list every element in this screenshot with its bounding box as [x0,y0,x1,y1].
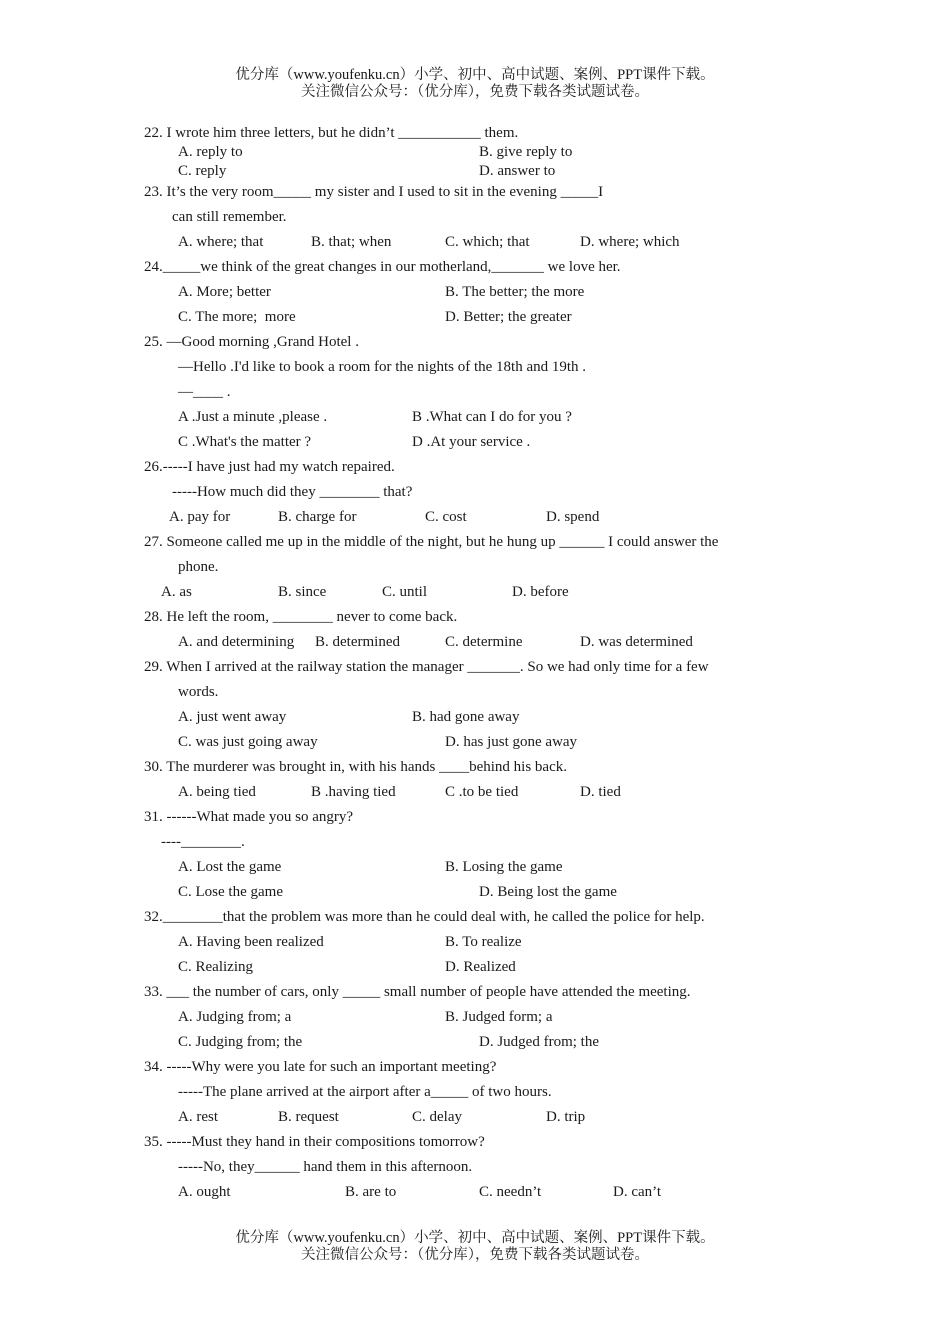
question-25-line-3: —____ . [178,384,231,400]
question-33-option-b: B. Judged form; a [445,1009,553,1025]
question-27-option-b: B. since [278,584,327,600]
question-23-option-b: B. that; when [311,234,392,250]
question-32-option-b: B. To realize [445,934,522,950]
question-25-line-2: —Hello .I'd like to book a room for the nights of the 18th and 19th . [178,359,587,375]
question-30-option-c: C .to be tied [445,784,519,800]
question-34-option-d: D. trip [546,1109,586,1125]
question-34-option-a: A. rest [178,1109,218,1125]
question-23-stem-cont: can still remember. [172,209,287,225]
question-32-option-c: C. Realizing [178,959,253,975]
page-footer [0,1230,950,1264]
question-34-line-2: -----The plane arrived at the airport after a_____ of two hours. [178,1084,552,1100]
question-30-option-b: B .having tied [311,784,396,800]
question-29-option-a: A. just went away [178,709,287,725]
question-30-stem: 30. The murderer was brought in, with his hands ____behind his back. [144,759,567,775]
question-23-option-d: D. where; which [580,234,680,250]
page-header [0,67,950,101]
question-26-line-2: -----How much did they ________ that? [172,484,413,500]
question-31-stem: 31. ------What made you so angry? [144,809,354,825]
question-27-option-a: A. as [161,584,192,600]
question-24-option-d: D. Better; the greater [445,309,572,325]
question-33-option-a: A. Judging from; a [178,1009,292,1025]
question-33-stem: 33. ___ the number of cars, only _____ small number of people have attended the meeting. [144,984,691,1000]
question-24-stem: 24._____we think of the great changes in our motherland,_______ we love her. [144,259,621,275]
question-35-option-c: C. needn’t [479,1184,542,1200]
footer-line-2: 关注微信公众号：（优分库），免费下载各类试题试卷。 [301,1247,649,1263]
header-line-2: 关注微信公众号：（优分库），免费下载各类试题试卷。 [301,84,649,100]
question-26-option-c: C. cost [425,509,467,525]
question-34-option-c: C. delay [412,1109,462,1125]
question-25-option-b: B .What can I do for you ? [412,409,572,425]
question-26-option-a: A. pay for [169,509,231,525]
question-35-option-d: D. can’t [613,1184,662,1200]
question-29-option-b: B. had gone away [412,709,520,725]
question-26-option-d: D. spend [546,509,600,525]
question-35-line-2: -----No, they______ hand them in this afternoon. [178,1159,473,1175]
question-33-option-c: C. Judging from; the [178,1034,303,1050]
question-24-option-a: A. More; better [178,284,271,300]
question-22-stem: 22. I wrote him three letters, but he didn’t ___________ them. [144,125,519,141]
question-28-stem: 28. He left the room, ________ never to come back. [144,609,458,625]
question-25-option-a: A .Just a minute ,please . [178,409,328,425]
question-27-option-c: C. until [382,584,428,600]
footer-line-1: 优分库（www.youfenku.cn）小学、初中、高中试题、案例、PPT课件下载。 [235,1230,715,1246]
question-31-option-d: D. Being lost the game [479,884,617,900]
question-27-stem: 27. Someone called me up in the middle of the night, but he hung up ______ I could answer the [144,534,719,550]
question-26-stem: 26.-----I have just had my watch repaired. [144,459,395,475]
question-30-option-d: D. tied [580,784,621,800]
question-22-option-d: D. answer to [479,163,556,179]
question-31-option-c: C. Lose the game [178,884,283,900]
question-32-option-d: D. Realized [445,959,516,975]
question-22-option-c: C. reply [178,163,227,179]
question-31-option-a: A. Lost the game [178,859,282,875]
question-33-option-d: D. Judged from; the [479,1034,599,1050]
question-25-option-c: C .What's the matter ? [178,434,312,450]
question-29-option-c: C. was just going away [178,734,318,750]
question-25-option-d: D .At your service . [412,434,531,450]
question-32-option-a: A. Having been realized [178,934,324,950]
question-31-line-2: ----________. [161,834,245,850]
question-28-option-a: A. and determining [178,634,295,650]
question-35-option-a: A. ought [178,1184,231,1200]
question-32-stem: 32.________that the problem was more than he could deal with, he called the police for help. [144,909,705,925]
header-line-1: 优分库（www.youfenku.cn）小学、初中、高中试题、案例、PPT课件下载。 [235,67,715,83]
question-34-stem: 34. -----Why were you late for such an important meeting? [144,1059,497,1075]
question-23-stem: 23. It’s the very room_____ my sister and I used to sit in the evening _____I [144,184,604,200]
question-26-option-b: B. charge for [278,509,357,525]
question-34-option-b: B. request [278,1109,339,1125]
question-23-option-a: A. where; that [178,234,264,250]
question-31-option-b: B. Losing the game [445,859,563,875]
question-22-option-b: B. give reply to [479,144,573,160]
question-22-option-a: A. reply to [178,144,243,160]
question-27-option-d: D. before [512,584,569,600]
question-28-option-b: B. determined [315,634,400,650]
question-25-stem: 25. —Good morning ,Grand Hotel . [144,334,359,350]
question-24-option-c: C. The more; more [178,309,296,325]
question-24-option-b: B. The better; the more [445,284,585,300]
question-35-stem: 35. -----Must they hand in their compositions tomorrow? [144,1134,485,1150]
question-27-stem-cont: phone. [178,559,219,575]
question-29-stem-cont: words. [178,684,219,700]
question-30-option-a: A. being tied [178,784,256,800]
question-29-stem: 29. When I arrived at the railway station the manager _______. So we had only time for a few [144,659,709,675]
question-35-option-b: B. are to [345,1184,397,1200]
question-28-option-c: C. determine [445,634,523,650]
question-23-option-c: C. which; that [445,234,530,250]
question-28-option-d: D. was determined [580,634,693,650]
question-29-option-d: D. has just gone away [445,734,578,750]
